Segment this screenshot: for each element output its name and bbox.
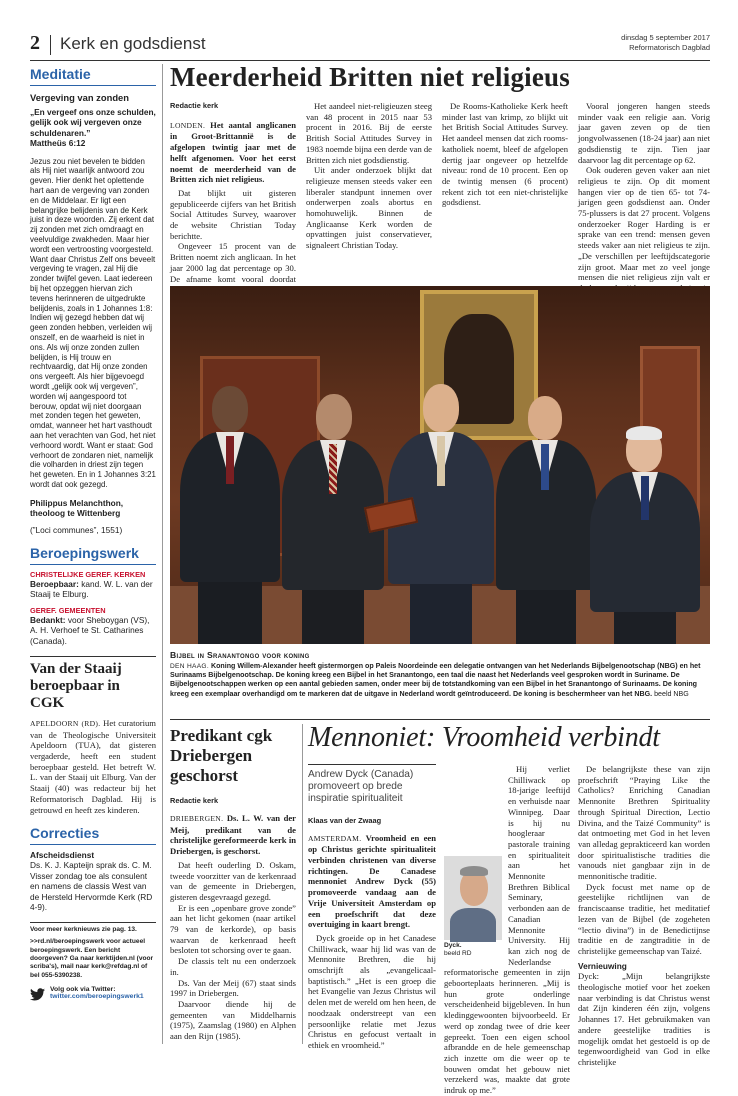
main-dateline: LONDEN. <box>170 120 206 130</box>
driebergen-title: Predikant cgk Driebergen geschorst <box>170 726 273 785</box>
meditatie-author-role: theoloog te Wittenberg <box>30 508 121 519</box>
section-title: Kerk en godsdienst <box>60 34 206 53</box>
main-col-2 <box>306 101 432 251</box>
meditatie-ref: Mattheüs 6:12 <box>30 138 86 149</box>
header-date: dinsdag 5 september 2017 <box>621 33 710 42</box>
entry1-label: Beroepbaar: <box>30 578 79 589</box>
beroepingswerk-rule <box>30 564 156 565</box>
staaij-title: Van der Staaij beroepbaar in CGK <box>30 660 122 711</box>
driebergen-lead-text: Ds. L. W. van der Meij, predikant van de christelijke gereformeerde kerk in Driebergen, is geschorst. <box>170 813 296 857</box>
footer-rule <box>30 922 156 923</box>
main-col-4 <box>578 101 710 304</box>
intro-rule <box>308 764 436 765</box>
driebergen-divider <box>302 724 303 1044</box>
dyck-caption-name: Dyck. <box>444 942 462 949</box>
main-p2: Ongeveer 15 procent van de Britten noemt zich anglicaan. In het jaar 2000 lag dat percentage op 30. De afname komt vooral doordat <box>170 241 296 284</box>
entry1-text: kand. W. L. van der Staaij te Elburg. <box>30 578 153 600</box>
caption-title: Bijbel in Sranantongo voor koning <box>170 650 310 660</box>
mennoniet-intro: Andrew Dyck (Canada) promoveert op brede inspiratie spiritualiteit <box>308 769 414 805</box>
driebergen-p5: Daarvoor diende hij de gemeenten van Middelharnis (1975), Zaamslag (1980) en Alphen aan den Rijn (1985). <box>170 998 296 1042</box>
person-5 <box>590 428 700 644</box>
person-1 <box>180 386 280 644</box>
left-sidebar <box>30 64 156 1044</box>
dyck-caption-credit: beeld RD <box>444 950 472 957</box>
beroepingswerk-entry2 <box>30 615 156 646</box>
caption-credit: beeld NBG <box>654 689 689 698</box>
mennoniet-p2: Hij verliet Chilliwack op 18-jarige leeftijd en verhuisde naar Winnipeg. Daar is hij nu hoogleraar pastorale training en spiritualiteit aan het Mennonite Brethren Biblical Seminary, verbonden aan de Canadian Mennonite University. Hij kan zich nog de Nederlandse reformatorische gemeenten in zijn geboorteplaats herinneren. „Mij is hun grote onderlinge verscheidenheid bijgebleven. In hun kledinggewoonten bijvoorbeeld. Er werd op zondag twee of drie keer gepreekt. Toen een eigen school afbrandde en de hele gemeenschap zich inzette om die weer op te bouwen omdat het gebouw niet verzekerd was, maakte dat grote indruk op me.” <box>444 764 570 1096</box>
main-title: Meerderheid Britten niet religieus <box>170 62 570 92</box>
meditatie-body: Jezus zou niet bevelen te bidden als Hij niet waarlijk antwoord zou geven. Hier denkt het oplettende hart aan de vergeving van zonden en de Middelaar. Er ligt een belangrijke belijdenis van de Kerk juist in deze woorden. Zij erkent dat zij zonden met zich omdraagt en veelvuldige zwakheden. Maar hier wordt een vertroosting voorgesteld. Want daar Christus Zelf ons beveelt vergeving te vragen, zal Hij die zonder twijfel geven. Laat iedereen bij het opzeggen hiervan zich tevens herinneren de uitgedrukte belijdenis, zoals in 1 Johannes 1:8: Indien wij gezegd hebben dat wij geen zonden hebben, verleiden wij onszelf, en de waarheid is niet in ons. Als wij onze zonden zullen belijden, is Hij trouw en rechtvaardig, dat Hij onze zonden ons vergeeft. Als hier bijgevoegd wordt „gelijk ook wij vergeven”, worden wij aangespoord tot berouw, opdat wij niet doorgaan met zonden tegen het geweten, omdat, wanneer het hart vasthoudt aan het verachten van God, het niet verhoord wordt. Want er staat: God verhoort de zondaren niet, namelijk die volharden in driest zijn tegen het geweten. En in 1 Johannes 3:21 wordt dat ook gezegd. <box>30 156 156 489</box>
mennoniet-lead <box>308 833 436 930</box>
person-5-hair <box>626 426 662 440</box>
staaij-text: Het curatorium van de Theologische Universiteit Apeldoorn (TUA), dat gisteren vergaderde, heeft een student beroepbaar gesteld. Het betreft W. L. van der Staaij uit Elburg. Van der Staaij (40) was redacteur bij het Reformatorisch Dagblad. Hij is getrouwd en heeft zes kinderen. <box>30 717 156 815</box>
correcties-rule <box>30 844 156 845</box>
mennoniet-p4: Dyck focust met name op de geestelijke richtlijnen van de franciscaanse traditie, het meditatief lezen van de Bijbel (de zogeheten “lectio divina”) in de Benedictijnse traditie en de zangtraditie in de christelijke gemeenschap van Taizé. <box>578 881 710 956</box>
page-header <box>30 32 710 58</box>
meditatie-title: Vergeving van zonden <box>30 92 129 103</box>
meditatie-heading: Meditatie <box>30 66 91 82</box>
person-4 <box>496 396 596 644</box>
mennoniet-sub: Vernieuwing <box>578 960 627 971</box>
main-p3: Het aandeel niet-religieuzen steeg van 48 procent in 2015 naar 53 procent in 2016. Bij de eerste British Social Attitudes Survey in 1983 noemde bijna een derde van de Britten zich niet godsdienstig. <box>306 101 432 165</box>
photo-caption <box>170 650 710 699</box>
header-rule <box>30 60 710 61</box>
beroepingswerk-cat1: CHRISTELIJKE GEREF. KERKEN <box>30 569 146 579</box>
beroepingswerk-cat2: GEREF. GEMEENTEN <box>30 605 106 615</box>
page-number: 2 <box>30 32 40 54</box>
main-col-3 <box>442 101 568 208</box>
caption-rule <box>170 719 710 720</box>
palace-photo <box>170 286 710 644</box>
entry2-label: Bedankt: <box>30 614 66 625</box>
meditatie-rule <box>30 85 156 86</box>
staaij-dateline: APELDOORN (RD). <box>30 718 101 728</box>
mennoniet-p1: Dyck groeide op in het Canadese Chilliwack, waar hij lid was van de Mennonite Brethren, die hij omschrijft als „evangelicaal-baptistisch.” „Het is een groep die het Evangelie van Jezus Christus wil delen met de wereld om hen heen, de noodzaak onderstreept van een persoonlijke relatie met Jezus Christus en gefocust vertaalt in ethiek en vroomheid.” <box>308 932 436 1050</box>
driebergen-body <box>170 813 296 1042</box>
main-p7: Ook ouderen geven vaker aan niet religieus te zijn. Op dit moment hangen vier op de tien 65- tot 74-jarigen geen godsdienst aan. Onder 75-plussers is dat 27 procent. Volgens onderzoeker Roger Harding is er sprake van een trend: mensen geven steeds vaker aan niet religieus te zijn. „De verschillen per leeftijdscategorie zijn groot. Maar met zo veel jonge mensen die niet religieus zijn valt er <box>578 165 710 283</box>
sidebar-divider <box>162 64 163 1044</box>
mennoniet-col-3 <box>578 764 710 1067</box>
dyck-photo-wrap <box>444 856 504 964</box>
more-news: Voor meer kerknieuws zie pag. 13. <box>30 926 137 934</box>
main-p5: De Rooms-Katholieke Kerk heeft minder last van krimp, zo blijkt uit het British Social Attitudes Survey. Het aandeel mensen dat zich rooms-katholiek noemt, bleef de afgelopen dertig jaar ongeveer op hetzelfde niveau: rond de 10 procent. Een op de twintig mensen (6 procent) rekent zich tot een niet-christelijke godsdienst. <box>442 101 568 208</box>
main-p4: Uit ander onderzoek blijkt dat religieuze mensen steeds vaker een liberaler standpunt innemen over onderwerpen zoals abortus en homohuwelijk. Binnen de Anglicaanse Kerk worden de opvattingen juist conservatiever, signaleert Christian Today. <box>306 165 432 251</box>
twitter-label: Volg ook via Twitter: <box>50 985 116 993</box>
main-p1: Dat blijkt uit gisteren gepubliceerde cijfers van het British Social Attitudes Survey, waarover de website Christian Today berichtte. <box>170 187 296 241</box>
footer-info: >>rd.nl/beroepingswerk voor actueel beroepingswerk. Een bericht doorgeven? Ga naar kerktijden.nl (voor scriba's), mail naar kerk@refdag.nl of bel 055-5390238. <box>30 938 154 979</box>
caption-text <box>170 662 710 699</box>
main-lead-text: Het aantal anglicanen in Groot-Brittannië is de afgelopen twintig jaar met de helft afgenomen. Voor het eerst noemt de meerderheid van de Britten zich niet religieus. <box>170 119 296 185</box>
mennoniet-lead-text: Vroomheid en een op Christus gerichte spiritualiteit verbinden christenen van diverse richtingen. De Canadese mennoniet Andrew Dyck (55) promoveerde vandaag aan de Vrije Universiteit Amsterdam op een proefschrift dat deze overtuiging in kaart brengt. <box>308 832 436 930</box>
mennoniet-col-1 <box>308 764 436 1051</box>
beroepingswerk-heading: Beroepingswerk <box>30 544 139 561</box>
main-p6: Vooral jongeren hangen steeds minder vaak een religie aan. Vorig jaar gaven zeven op de tien jongvolwassenen (18-24 jaar) aan niet godsdienstig te zijn. Tien jaar daarvoor lag dit percentage op 62. <box>578 101 710 165</box>
twitter-block[interactable] <box>30 986 156 1010</box>
driebergen-dateline: DRIEBERGEN. <box>170 814 224 823</box>
staaij-rule <box>30 656 156 657</box>
mennoniet-p3: De belangrijkste these van zijn proefschrift “Praying Like the Catholics? Enriching Canadian Mennonite Brethren Spirituality through Spiritual Direction, Lectio Divina, and the Taizé Community” is dat ontmoeting met God in het leven van alledag geprakticeerd kan worden door spiritualistische tradities die vanouds niet gangbaar zijn in de mennonitische traditie. <box>578 764 710 882</box>
meditatie-author: Philippus Melanchthon, <box>30 497 124 508</box>
header-paper: Reformatorisch Dagblad <box>629 43 710 52</box>
header-divider <box>50 35 51 55</box>
driebergen-lead <box>170 813 296 857</box>
main-lead <box>170 120 296 185</box>
mennoniet-p5: Dyck: „Mijn belangrijkste theologische motief voor het zoeken naar verbinding is dat Christus wenst dat Zijn kinderen één zijn, volgens Johannes 17. Het gebruikmaken van andere geestelijke tradities is mogelijk omdat het gestoeld is op de tegenwoordigheid van God in elke christelijke <box>578 971 710 1067</box>
staaij-body <box>30 718 156 815</box>
driebergen-article <box>170 726 296 1042</box>
dyck-caption <box>444 942 504 958</box>
mennoniet-body-1 <box>308 833 436 1051</box>
caption-body: Koning Willem-Alexander heeft gistermorgen op Paleis Noordeinde een delegatie ontvangen van het Nederlands Bijbelgenootschap (NBG) en het Surinaams Bijbelgenootschap. De koning kreeg een Bijbel in het Sranantongo, een taal die naast het Nederlands veel gesproken wordt in Suriname. De Bijbelgenootschappen werken op een aantal gebieden samen, onder meer bij de totstandkoming van een Bijbel in het Sranantongo of Surinaams. De koning kreeg een exemplaar overhandigd om te markeren dat de uitgave in Nederland wordt geïntroduceerd. De koning is beschermheer van het NBG. <box>170 662 701 698</box>
mennoniet-dateline: AMSTERDAM. <box>308 833 362 843</box>
correcties-sub: Afscheidsdienst <box>30 850 95 861</box>
mennoniet-col-2 <box>444 764 570 1096</box>
twitter-icon <box>30 988 45 1001</box>
driebergen-p2: Er is een „openbare grove zonde” aan het licht gekomen (naar artikel 79 van de kerkorde), op basis waarvan de kerkenraad heeft besloten tot schorsing over te gaan. <box>170 902 296 956</box>
dyck-photo <box>444 856 502 940</box>
correcties-heading: Correcties <box>30 825 100 842</box>
driebergen-byline: Redactie kerk <box>170 796 219 805</box>
meditatie-quote: „En vergeef ons onze schulden, gelijk ook wij vergeven onze schuldenaren.” <box>30 107 156 138</box>
mennoniet-title: Mennoniet: Vroomheid verbindt <box>308 722 660 753</box>
correcties-body: Ds. K. J. Kapteijn sprak ds. C. M. Visser zondag toe als consulent en namens de classis West van de Hersteld Hervormde Kerk (RD 4-9). <box>30 860 153 912</box>
meditatie-source: (”Loci communes”, 1551) <box>30 524 123 535</box>
person-3 <box>388 384 494 644</box>
beroepingswerk-entry1 <box>30 579 156 600</box>
twitter-handle[interactable]: twitter.com/beroepingswerk1 <box>50 992 144 1000</box>
driebergen-p3: De classis telt nu een onderzoek in. <box>170 956 296 977</box>
caption-dateline: DEN HAAG. <box>170 663 209 670</box>
entry2-text: voor Sheboygan (VS), A. H. Verhoef te St. Catharines (Canada). <box>30 614 150 646</box>
driebergen-p4: Ds. Van der Meij (67) staat sinds 1997 in Driebergen. <box>170 977 296 999</box>
main-byline: Redactie kerk <box>170 101 219 110</box>
mennoniet-byline: Klaas van der Zwaag <box>308 815 382 825</box>
driebergen-p1: Dat heeft ouderling D. Oskam, tweede voorzitter van de kerkenraad van de gemeente in Driebergen, gisteren desgevraagd gezegd. <box>170 859 296 902</box>
